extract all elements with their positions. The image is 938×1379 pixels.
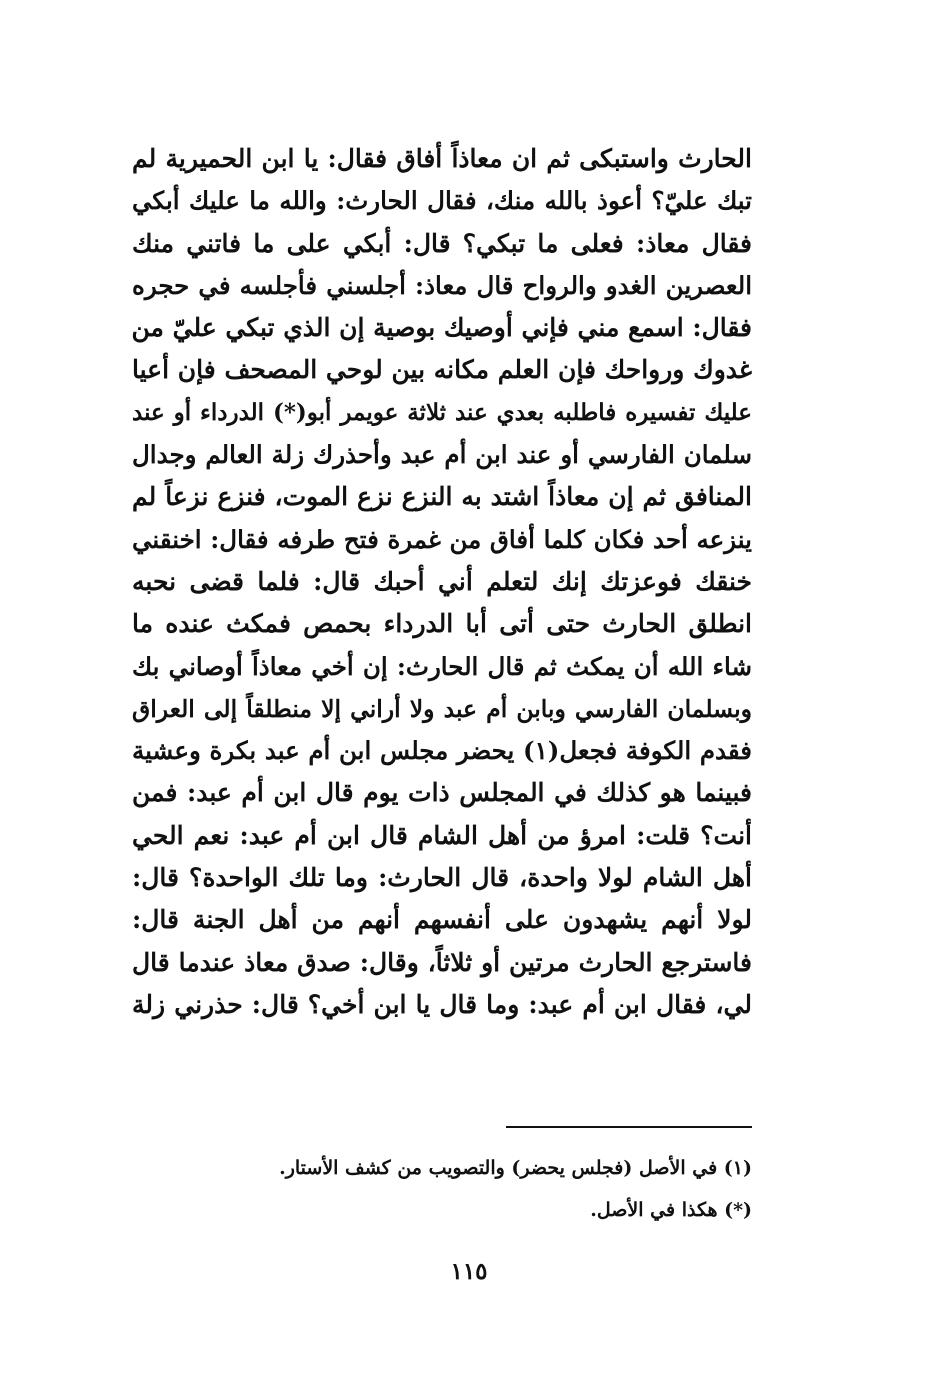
footnote: (١) في الأصل (فجلس يحضر) والتصويب من كشف الأستار. [279,1157,752,1179]
text-line: أهل الشام لولا واحدة، قال الحارث: وما تلك الواحدة؟ قال: [132,863,752,893]
text-line: ينزعه أحد فكان كلما أفاق من غمرة فتح طرفه فقال: اخنقني [132,524,752,554]
text-line: فاسترجع الحارث مرتين أو ثلاثاً، وقال: صدق معاذ عندما قال [132,947,752,977]
text-line: فقدم الكوفة فجعل(١) يحضر مجلس ابن أم عبد بكرة وعشية [132,736,752,766]
text-line: الحارث واستبكى ثم ان معاذاً أفاق فقال: يا ابن الحميرية لم [132,144,752,173]
text-line: لولا أنهم يشهدون على أنفسهم أنهم من أهل الجنة قال: [132,905,752,935]
text-line: لي، فقال ابن أم عبد: وما قال يا ابن أخي؟ قال: حذرني زلة [132,989,752,1019]
footnotes [132,1147,752,1231]
text-line: عليك تفسيره فاطلبه بعدي عند ثلاثة عويمر أبو(*) الدرداء أو عند [132,398,752,426]
text-line: أنت؟ قلت: امرؤ من أهل الشام قال ابن أم عبد: نعم الحي [132,820,752,850]
text-line: العصرين الغدو والرواح قال معاذ: أجلسني فأجلسه في حجره [132,270,752,300]
footnote: (*) هكذا في الأصل. [590,1199,752,1221]
text-line: شاء الله أن يمكث ثم قال الحارث: إن أخي معاذاً أوصاني بك [132,651,752,681]
page-number: ١١٥ [450,1258,488,1285]
text-line: فقال: اسمع مني فإني أوصيك بوصية إن الذي تبكي عليّ من [132,313,752,343]
text-line: المنافق ثم إن معاذاً اشتد به النزع نزع الموت، فنزع نزعاً لم [132,482,752,512]
text-line: غدوك ورواحك فإن العلم مكانه بين لوحي المصحف فإن أعيا [132,355,752,385]
footnote-separator [506,1126,752,1128]
text-line: انطلق الحارث حتى أتى أبا الدرداء بحمص فمكث عنده ما [132,609,752,639]
text-line: خنقك فوعزتك إنك لتعلم أني أحبك قال: فلما قضى نحبه [132,566,752,596]
text-line: تبك عليّ؟ أعوذ بالله منك، فقال الحارث: والله ما عليك أبكي [132,186,752,216]
text-line: سلمان الفارسي أو عند ابن أم عبد وأحذرك زلة العالم وجدال [132,440,752,470]
text-line: فبينما هو كذلك في المجلس ذات يوم قال ابن أم عبد: فمن [132,778,752,808]
text-line: فقال معاذ: فعلى ما تبكي؟ قال: أبكي على ما فاتني منك [132,228,752,258]
text-line: وبسلمان الفارسي وبابن أم عبد ولا أراني إلا منطلقاً إلى العراق [132,694,752,723]
main-text-block [132,138,752,1026]
